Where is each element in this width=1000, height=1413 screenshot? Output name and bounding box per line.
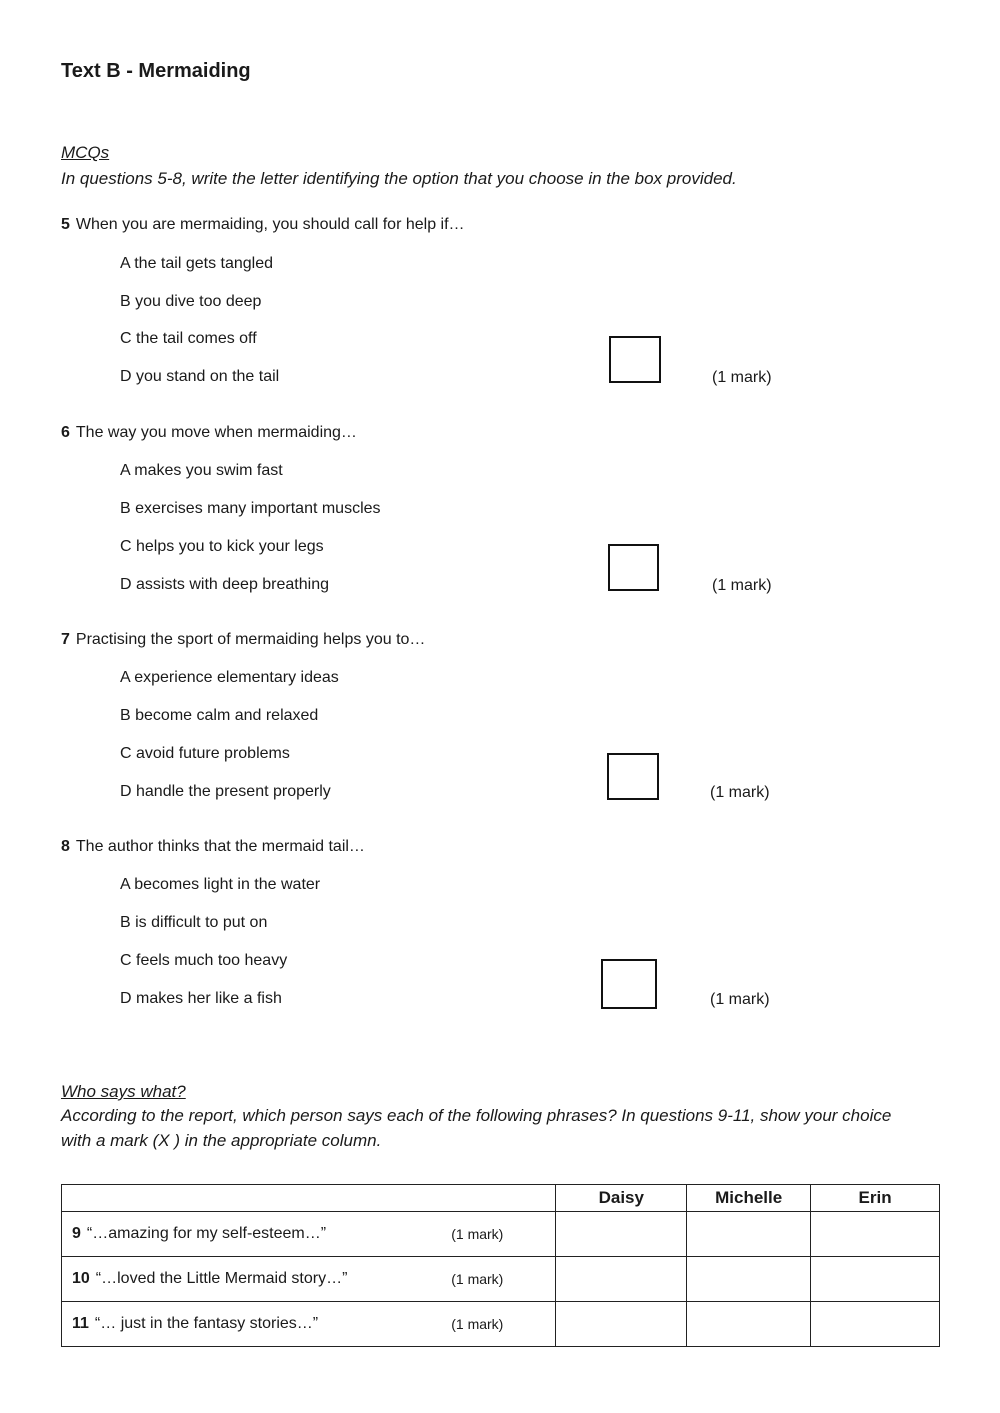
question-text: The author thinks that the mermaid tail… [75, 838, 365, 855]
question-6-stem [61, 424, 357, 442]
phrase-text: “… just in the fantasy stories…” [94, 1315, 319, 1332]
question-7-option-b: B become calm and relaxed [120, 707, 319, 724]
who-says-instruction-line2: with a mark (X ) in the appropriate column. [61, 1131, 382, 1150]
question-5-answer-box[interactable] [609, 336, 661, 383]
table-row [62, 1212, 940, 1257]
column-header-daisy: Daisy [556, 1185, 687, 1212]
question-6-option-b: B exercises many important muscles [120, 500, 381, 517]
header-blank [62, 1185, 556, 1212]
question-text: When you are mermaiding, you should call for help if… [75, 216, 465, 233]
question-number: 6 [61, 424, 70, 441]
column-header-erin: Erin [811, 1185, 940, 1212]
answer-cell-michelle[interactable] [687, 1257, 811, 1302]
answer-cell-erin[interactable] [811, 1212, 940, 1257]
row-marks: (1 mark) [451, 1226, 504, 1242]
answer-cell-daisy[interactable] [556, 1212, 687, 1257]
question-7-answer-box[interactable] [607, 753, 659, 800]
question-6-answer-box[interactable] [608, 544, 659, 591]
who-says-heading: Who says what? [61, 1082, 186, 1101]
question-6-option-a: A makes you swim fast [120, 462, 283, 479]
question-number: 9 [72, 1225, 81, 1242]
who-says-instruction-line1: According to the report, which person says each of the following phrases? In questions 9-11, show your choice [61, 1106, 892, 1125]
question-5-option-b: B you dive too deep [120, 293, 262, 310]
phrase-cell [62, 1212, 556, 1257]
question-number: 10 [72, 1270, 90, 1287]
answer-cell-daisy[interactable] [556, 1302, 687, 1347]
question-8-answer-box[interactable] [601, 959, 657, 1009]
answer-cell-erin[interactable] [811, 1257, 940, 1302]
question-8-marks: (1 mark) [710, 991, 770, 1008]
page-title: Text B - Mermaiding [61, 60, 251, 82]
column-header-michelle: Michelle [687, 1185, 811, 1212]
row-marks: (1 mark) [451, 1316, 504, 1332]
question-8-option-b: B is difficult to put on [120, 914, 268, 931]
answer-cell-michelle[interactable] [687, 1212, 811, 1257]
mcq-heading: MCQs [61, 143, 110, 162]
question-5-option-a: A the tail gets tangled [120, 255, 273, 272]
question-number: 11 [72, 1315, 89, 1332]
table-row [62, 1302, 940, 1347]
question-6-marks: (1 mark) [712, 577, 772, 594]
phrase-cell [62, 1257, 556, 1302]
question-7-marks: (1 mark) [710, 784, 770, 801]
question-8-option-c: C feels much too heavy [120, 952, 288, 969]
phrase-text: “…loved the Little Mermaid story…” [95, 1270, 348, 1287]
question-7-option-a: A experience elementary ideas [120, 669, 339, 686]
question-8-stem [61, 838, 365, 856]
question-number: 5 [61, 216, 70, 233]
question-5-option-d: D you stand on the tail [120, 368, 280, 385]
question-8-option-a: A becomes light in the water [120, 876, 321, 893]
answer-cell-daisy[interactable] [556, 1257, 687, 1302]
question-5-stem [61, 216, 465, 234]
who-says-table [61, 1184, 940, 1347]
question-7-option-c: C avoid future problems [120, 745, 290, 762]
question-6-option-d: D assists with deep breathing [120, 576, 329, 593]
phrase-text: “…amazing for my self-esteem…” [86, 1225, 327, 1242]
row-marks: (1 mark) [451, 1271, 504, 1287]
mcq-instruction: In questions 5-8, write the letter identifying the option that you choose in the box provided. [61, 169, 737, 188]
table-header-row [62, 1185, 940, 1212]
question-7-option-d: D handle the present properly [120, 783, 331, 800]
question-6-option-c: C helps you to kick your legs [120, 538, 324, 555]
question-text: The way you move when mermaiding… [75, 424, 357, 441]
question-8-option-d: D makes her like a fish [120, 990, 282, 1007]
phrase-cell [62, 1302, 556, 1347]
answer-cell-michelle[interactable] [687, 1302, 811, 1347]
question-number: 8 [61, 838, 70, 855]
answer-cell-erin[interactable] [811, 1302, 940, 1347]
question-number: 7 [61, 631, 70, 648]
question-7-stem [61, 631, 425, 649]
table-row [62, 1257, 940, 1302]
question-5-option-c: C the tail comes off [120, 330, 257, 347]
question-5-marks: (1 mark) [712, 369, 772, 386]
question-text: Practising the sport of mermaiding helps you to… [75, 631, 426, 648]
